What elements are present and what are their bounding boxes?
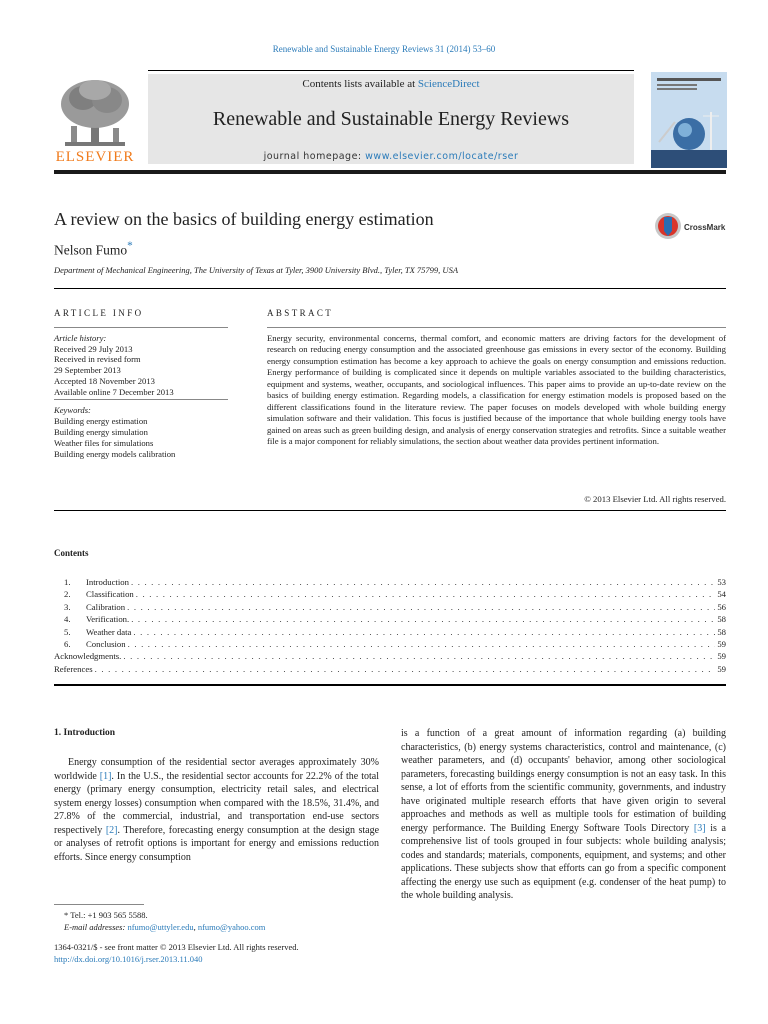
toc-number: 1.: [64, 577, 71, 587]
author-line: [54, 240, 133, 259]
toc-title: Verification.: [86, 614, 130, 625]
homepage-link[interactable]: www.elsevier.com/locate/rser: [365, 151, 519, 162]
article-history: [54, 333, 174, 397]
page-footer: [54, 942, 299, 965]
footnote-rule: [54, 904, 144, 905]
body-text: is a comprehensive list of tools grouped in four subjects: whole building analysis; codes and standards; materials, components, equipment, and systems; and other applications. These subjects show that efforts can go from a specific component affecting the energy use such as equipment (e.g. condenser of the heat pump) to the whole building analysis.: [401, 822, 726, 901]
author-name: Nelson Fumo: [54, 242, 128, 258]
header-thick-rule: [54, 170, 726, 174]
toc-page: 53: [717, 577, 726, 587]
toc-number: 4.: [64, 614, 71, 625]
toc-page: 59: [717, 663, 726, 674]
keywords-rule: [54, 399, 228, 400]
contents-prefix: Contents lists available at: [302, 78, 418, 90]
toc-entry-verification[interactable]: [64, 613, 726, 625]
toc-title: Calibration: [86, 601, 126, 612]
footnote-emails: [64, 922, 265, 934]
email-link-2[interactable]: nfumo@yahoo.com: [197, 921, 266, 932]
cover-art-icon: [651, 72, 727, 168]
toc-title: Weather data: [86, 626, 132, 637]
contents-available: [148, 78, 634, 90]
toc-page: 59: [717, 651, 726, 662]
body-text: Energy consumption of the residential sector averages approximately 30% worldwide: [54, 757, 379, 782]
toc-leader-dots: [133, 626, 715, 638]
journal-title: Renewable and Sustainable Energy Reviews: [212, 108, 570, 130]
keywords-heading: Keywords:: [54, 405, 91, 415]
journal-homepage: [148, 151, 634, 162]
toc-entry-conclusion[interactable]: [64, 638, 726, 650]
toc-leader-dots: [95, 663, 716, 675]
history-line: 29 September 2013: [54, 365, 121, 376]
toc-page: 54: [717, 589, 726, 600]
history-line: Received 29 July 2013: [54, 343, 133, 354]
body-text: is a function of a great amount of information regarding (a) building characteristics, (b) energy systems characteristics, control and maintenance, (c) weather parameters, and (d) occupants' behavior, among other sociological parameters, forecasting buildings energy consumption is not an easy task. In this sense, a lot of efforts from the scientific community, governments, and industry have originated multiple research efforts that have given origin to several approaches and methods as well as multiple tools for estimation of building energy performance. The Building Energy Software Tools Directory: [401, 728, 726, 834]
citation-link-3[interactable]: [3]: [693, 822, 706, 834]
toc-entry-acknowledgments[interactable]: [54, 650, 726, 662]
sciencedirect-link[interactable]: ScienceDirect: [417, 78, 480, 90]
toc-page: 59: [717, 639, 726, 650]
toc-leader-dots: [131, 576, 715, 588]
keyword: Building energy models calibration: [54, 448, 176, 459]
author-affiliation: Department of Mechanical Engineering, The University of Texas at Tyler, 3900 University Blvd., Tyler, TX 75799, USA: [54, 265, 459, 275]
toc-entry-references[interactable]: [54, 663, 726, 675]
article-info-heading: ARTICLE INFO: [54, 308, 144, 318]
citation-link-1[interactable]: [1]: [99, 770, 112, 782]
toc-leader-dots: [123, 650, 715, 662]
author-footnote-mark[interactable]: *: [127, 240, 133, 252]
toc-entry-weather-data[interactable]: [64, 626, 726, 638]
footnote-tel: * Tel.: +1 903 565 5588.: [64, 910, 148, 920]
article-title: A review on the basics of building energy estimation: [54, 209, 434, 229]
author-footnote: [64, 910, 265, 933]
history-heading: Article history:: [54, 333, 107, 343]
crossmark-label[interactable]: CrossMark: [684, 223, 726, 232]
header-rule: [148, 70, 634, 71]
history-line: Available online 7 December 2013: [54, 386, 174, 397]
keyword: Weather files for simulations: [54, 437, 154, 448]
abstract-rule: [267, 327, 726, 328]
intro-paragraph-col2: [401, 727, 726, 903]
elsevier-wordmark: ELSEVIER: [55, 149, 135, 165]
body-text: . In the U.S., the residential sector accounts for 22.2% of the total energy (primary energy consumption, electricity retail sales, and electrical system energy losses) consumption when compared with the 18.5%, 31.4%, and 27.8% of the commercial, industrial, and transportation end-use sectors respectively: [54, 770, 379, 836]
toc-entry-calibration[interactable]: [64, 601, 726, 613]
elsevier-tree-logo: [55, 76, 135, 150]
toc-number: 5.: [64, 626, 71, 637]
history-line: Received in revised form: [54, 354, 141, 365]
history-line: Accepted 18 November 2013: [54, 375, 155, 386]
homepage-prefix: journal homepage:: [263, 151, 366, 162]
toc-leader-dots: [127, 601, 715, 613]
toc-page: 58: [717, 614, 726, 625]
toc-number: 2.: [64, 589, 71, 600]
abstract-copyright: © 2013 Elsevier Ltd. All rights reserved.: [584, 494, 726, 504]
toc-page: 56: [717, 601, 726, 612]
keywords: [54, 405, 175, 460]
intro-paragraph-col1: [54, 756, 379, 864]
toc-number: 3.: [64, 601, 71, 612]
abstract-separator: [54, 510, 726, 511]
citation-link-2[interactable]: [2]: [105, 824, 118, 836]
section-heading-introduction: 1. Introduction: [54, 728, 116, 738]
toc-title: Conclusion: [86, 639, 126, 650]
doi-link[interactable]: http://dx.doi.org/10.1016/j.rser.2013.11.040: [54, 953, 203, 964]
toc-leader-dots: [136, 588, 716, 600]
toc-number: 6.: [64, 639, 71, 650]
crossmark-icon[interactable]: [654, 211, 682, 241]
keyword: Building energy simulation: [54, 426, 148, 437]
toc-title: Classification: [86, 589, 134, 600]
abstract-heading: ABSTRACT: [267, 308, 334, 318]
email-link-1[interactable]: nfumo@uttyler.edu: [127, 921, 194, 932]
toc-title: Introduction: [86, 577, 129, 587]
toc-leader-dots: [131, 613, 715, 625]
abstract-text: Energy security, environmental concerns, thermal comfort, and economic matters are driving factors for the development of research on reducing energy consumption and the associated greenhouse gas emissions in every sector of the economy. Building energy consumption estimation has become a key approach to achieve the goals on energy consumption and emissions reduction. Energy performance of building is complicated since it depends on multiple variables associated to the building characteristics, equipment and systems, weather, occupants, and sociological influences. This paper aims to provide an up-to-date review on the basics of building energy estimation. Regarding models, a classification for energy estimation models is proposed based on the different classifications found in the literature review. The paper focuses on models developed with whole building energy simulation software and their validation. This focus is justified because of the importance that whole building energy tools have gained on areas such as green building design, and analysis of energy conservation strategies and retrofits. Since a suitable weather file is a major component for reliably simulations, the section about weather data provides pertinent information.: [267, 333, 726, 447]
email-separator: ,: [193, 921, 198, 932]
body-text: . Therefore, forecasting energy consumption at the design stage or analyses of retrofit options is important for energy and emissions reduction efforts. Since energy consumption: [54, 824, 380, 863]
email-label: E-mail addresses:: [64, 921, 126, 932]
toc-entry-classification[interactable]: [64, 588, 726, 600]
toc-page: 58: [717, 626, 726, 637]
toc-title: Acknowledgments.: [54, 651, 122, 662]
journal-cover-thumbnail[interactable]: [651, 72, 727, 168]
article-info-rule: [54, 327, 228, 328]
issn-line: 1364-0321/$ - see front matter © 2013 Elsevier Ltd. All rights reserved.: [54, 942, 299, 952]
title-separator: [54, 288, 726, 289]
toc-leader-dots: [128, 638, 716, 650]
keyword: Building energy estimation: [54, 415, 148, 426]
contents-heading: Contents: [54, 548, 89, 558]
table-of-contents: [54, 576, 726, 675]
journal-citation[interactable]: Renewable and Sustainable Energy Reviews 31 (2014) 53–60: [272, 44, 496, 54]
toc-entry-introduction[interactable]: [64, 576, 726, 588]
contents-separator: [54, 684, 726, 686]
toc-title: References: [54, 663, 93, 674]
